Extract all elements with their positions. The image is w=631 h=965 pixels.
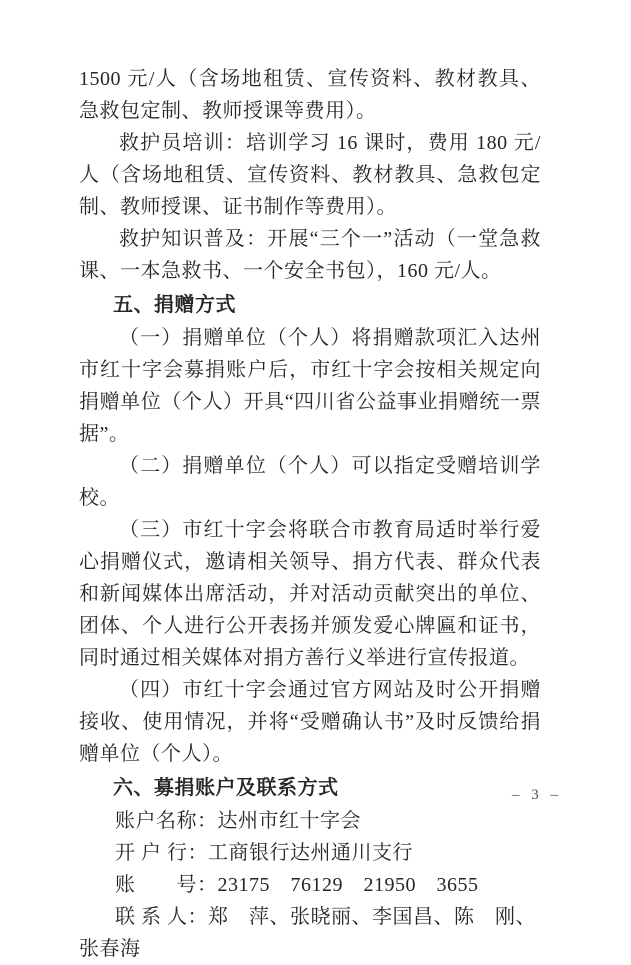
field-label: 开 户 行：	[115, 842, 208, 864]
paragraph: 1500 元/人（含场地租赁、宣传资料、教材教具、急救包定制、教师授课等费用）。	[79, 68, 541, 122]
section-heading: 六、募捐账户及联系方式	[113, 777, 339, 799]
field-value: 郑 萍、张晓丽、李国昌、陈 刚、张春海	[79, 906, 536, 960]
account-field	[79, 805, 541, 837]
paragraph: （四）市红十字会通过官方网站及时公开捐赠接收、使用情况，并将“受赠确认书”及时反馈给捐赠单位（个人）。	[79, 679, 541, 765]
document-content	[79, 63, 541, 965]
account-field	[79, 869, 541, 901]
field-value: 工商银行达州通川支行	[208, 842, 413, 864]
page-number: – 3 –	[512, 787, 562, 803]
field-label: 账 号：	[115, 874, 218, 896]
section-heading: 五、捐赠方式	[113, 294, 236, 316]
paragraph: （二）捐赠单位（个人）可以指定受赠培训学校。	[79, 455, 541, 509]
paragraph: （三）市红十字会将联合市教育局适时举行爱心捐赠仪式，邀请相关领导、捐方代表、群众代表和新闻媒体出席活动，并对活动贡献突出的单位、团体、个人进行公开表扬并颁发爱心牌匾和证书，同时通过相关媒体对捐方善行义举进行宣传报道。	[79, 519, 541, 669]
field-value: 达州市红十字会	[217, 810, 361, 832]
account-field	[79, 837, 541, 869]
paragraph: （一）捐赠单位（个人）将捐赠款项汇入达州市红十字会募捐账户后，市红十字会按相关规定向捐赠单位（个人）开具“四川省公益事业捐赠统一票据”。	[79, 327, 541, 445]
account-field	[79, 901, 541, 965]
paragraph: 救护知识普及：开展“三个一”活动（一堂急救课、一本急救书、一个安全书包），160 元/人。	[79, 228, 541, 282]
field-label: 联 系 人：	[115, 906, 208, 928]
field-value: 23175 76129 21950 3655	[217, 874, 479, 896]
paragraph: 救护员培训：培训学习 16 课时，费用 180 元/人（含场地租赁、宣传资料、教材教具、急救包定制、教师授课、证书制作等费用）。	[79, 132, 541, 218]
field-label: 账户名称：	[115, 810, 218, 832]
